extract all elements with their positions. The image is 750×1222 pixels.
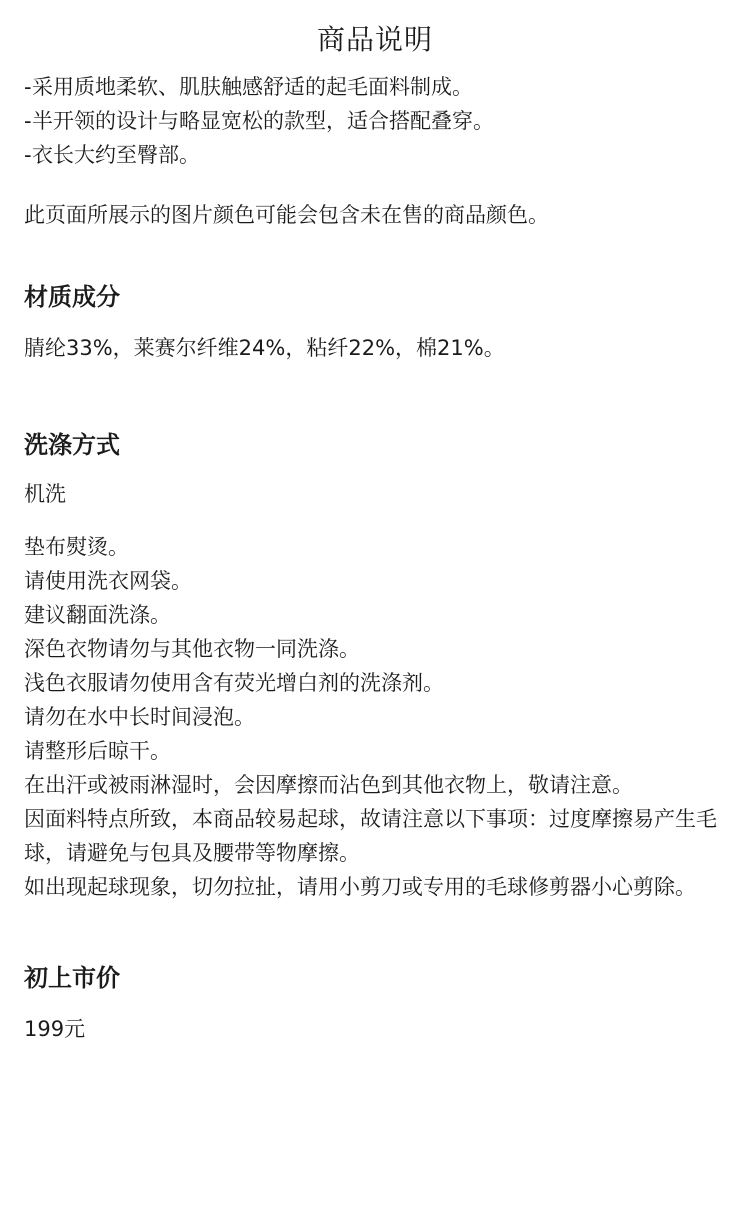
washing-instruction: 如出现起球现象，切勿拉扯，请用小剪刀或专用的毛球修剪器小心剪除。 [24,875,696,899]
bullet-marker: - [24,109,32,133]
washing-method: 机洗 [24,482,66,506]
washing-instruction: 请整形后晾干。 [24,739,171,763]
feature-list [24,70,726,172]
material-composition: 腈纶33%，莱赛尔纤维24%，粘纤22%，棉21%。 [24,336,505,360]
washing-instruction: 请勿在水中长时间浸泡。 [24,705,255,729]
feature-item [24,104,726,138]
page-title: 商品说明 [316,23,433,56]
color-note: 此页面所展示的图片颜色可能会包含未在售的商品颜色。 [24,203,549,227]
feature-text: 衣长大约至臀部。 [32,143,200,167]
washing-instruction: 请使用洗衣网袋。 [24,569,192,593]
bullet-marker: - [24,143,32,167]
initial-price: 199元 [24,1017,86,1041]
feature-item [24,138,726,172]
washing-instruction: 深色衣物请勿与其他衣物一同洗涤。 [24,637,360,661]
washing-instruction: 浅色衣服请勿使用含有荧光增白剂的洗涤剂。 [24,671,444,695]
washing-instruction: 垫布熨烫。 [24,535,129,559]
washing-instruction: 建议翻面洗涤。 [24,603,171,627]
feature-item [24,70,726,104]
bullet-marker: - [24,75,32,99]
price-section-title: 初上市价 [24,964,120,992]
washing-instructions-list [24,530,726,904]
washing-instruction: 在出汗或被雨淋湿时，会因摩擦而沾色到其他衣物上，敬请注意。 [24,773,633,797]
washing-instruction: 因面料特点所致，本商品较易起球，故请注意以下事项：过度摩擦易产生毛球，请避免与包具及腰带等物摩擦。 [24,807,717,865]
material-section-title: 材质成分 [24,283,120,311]
feature-text: 采用质地柔软、肌肤触感舒适的起毛面料制成。 [32,75,473,99]
washing-section-title: 洗涤方式 [24,431,120,459]
feature-text: 半开领的设计与略显宽松的款型，适合搭配叠穿。 [32,109,494,133]
